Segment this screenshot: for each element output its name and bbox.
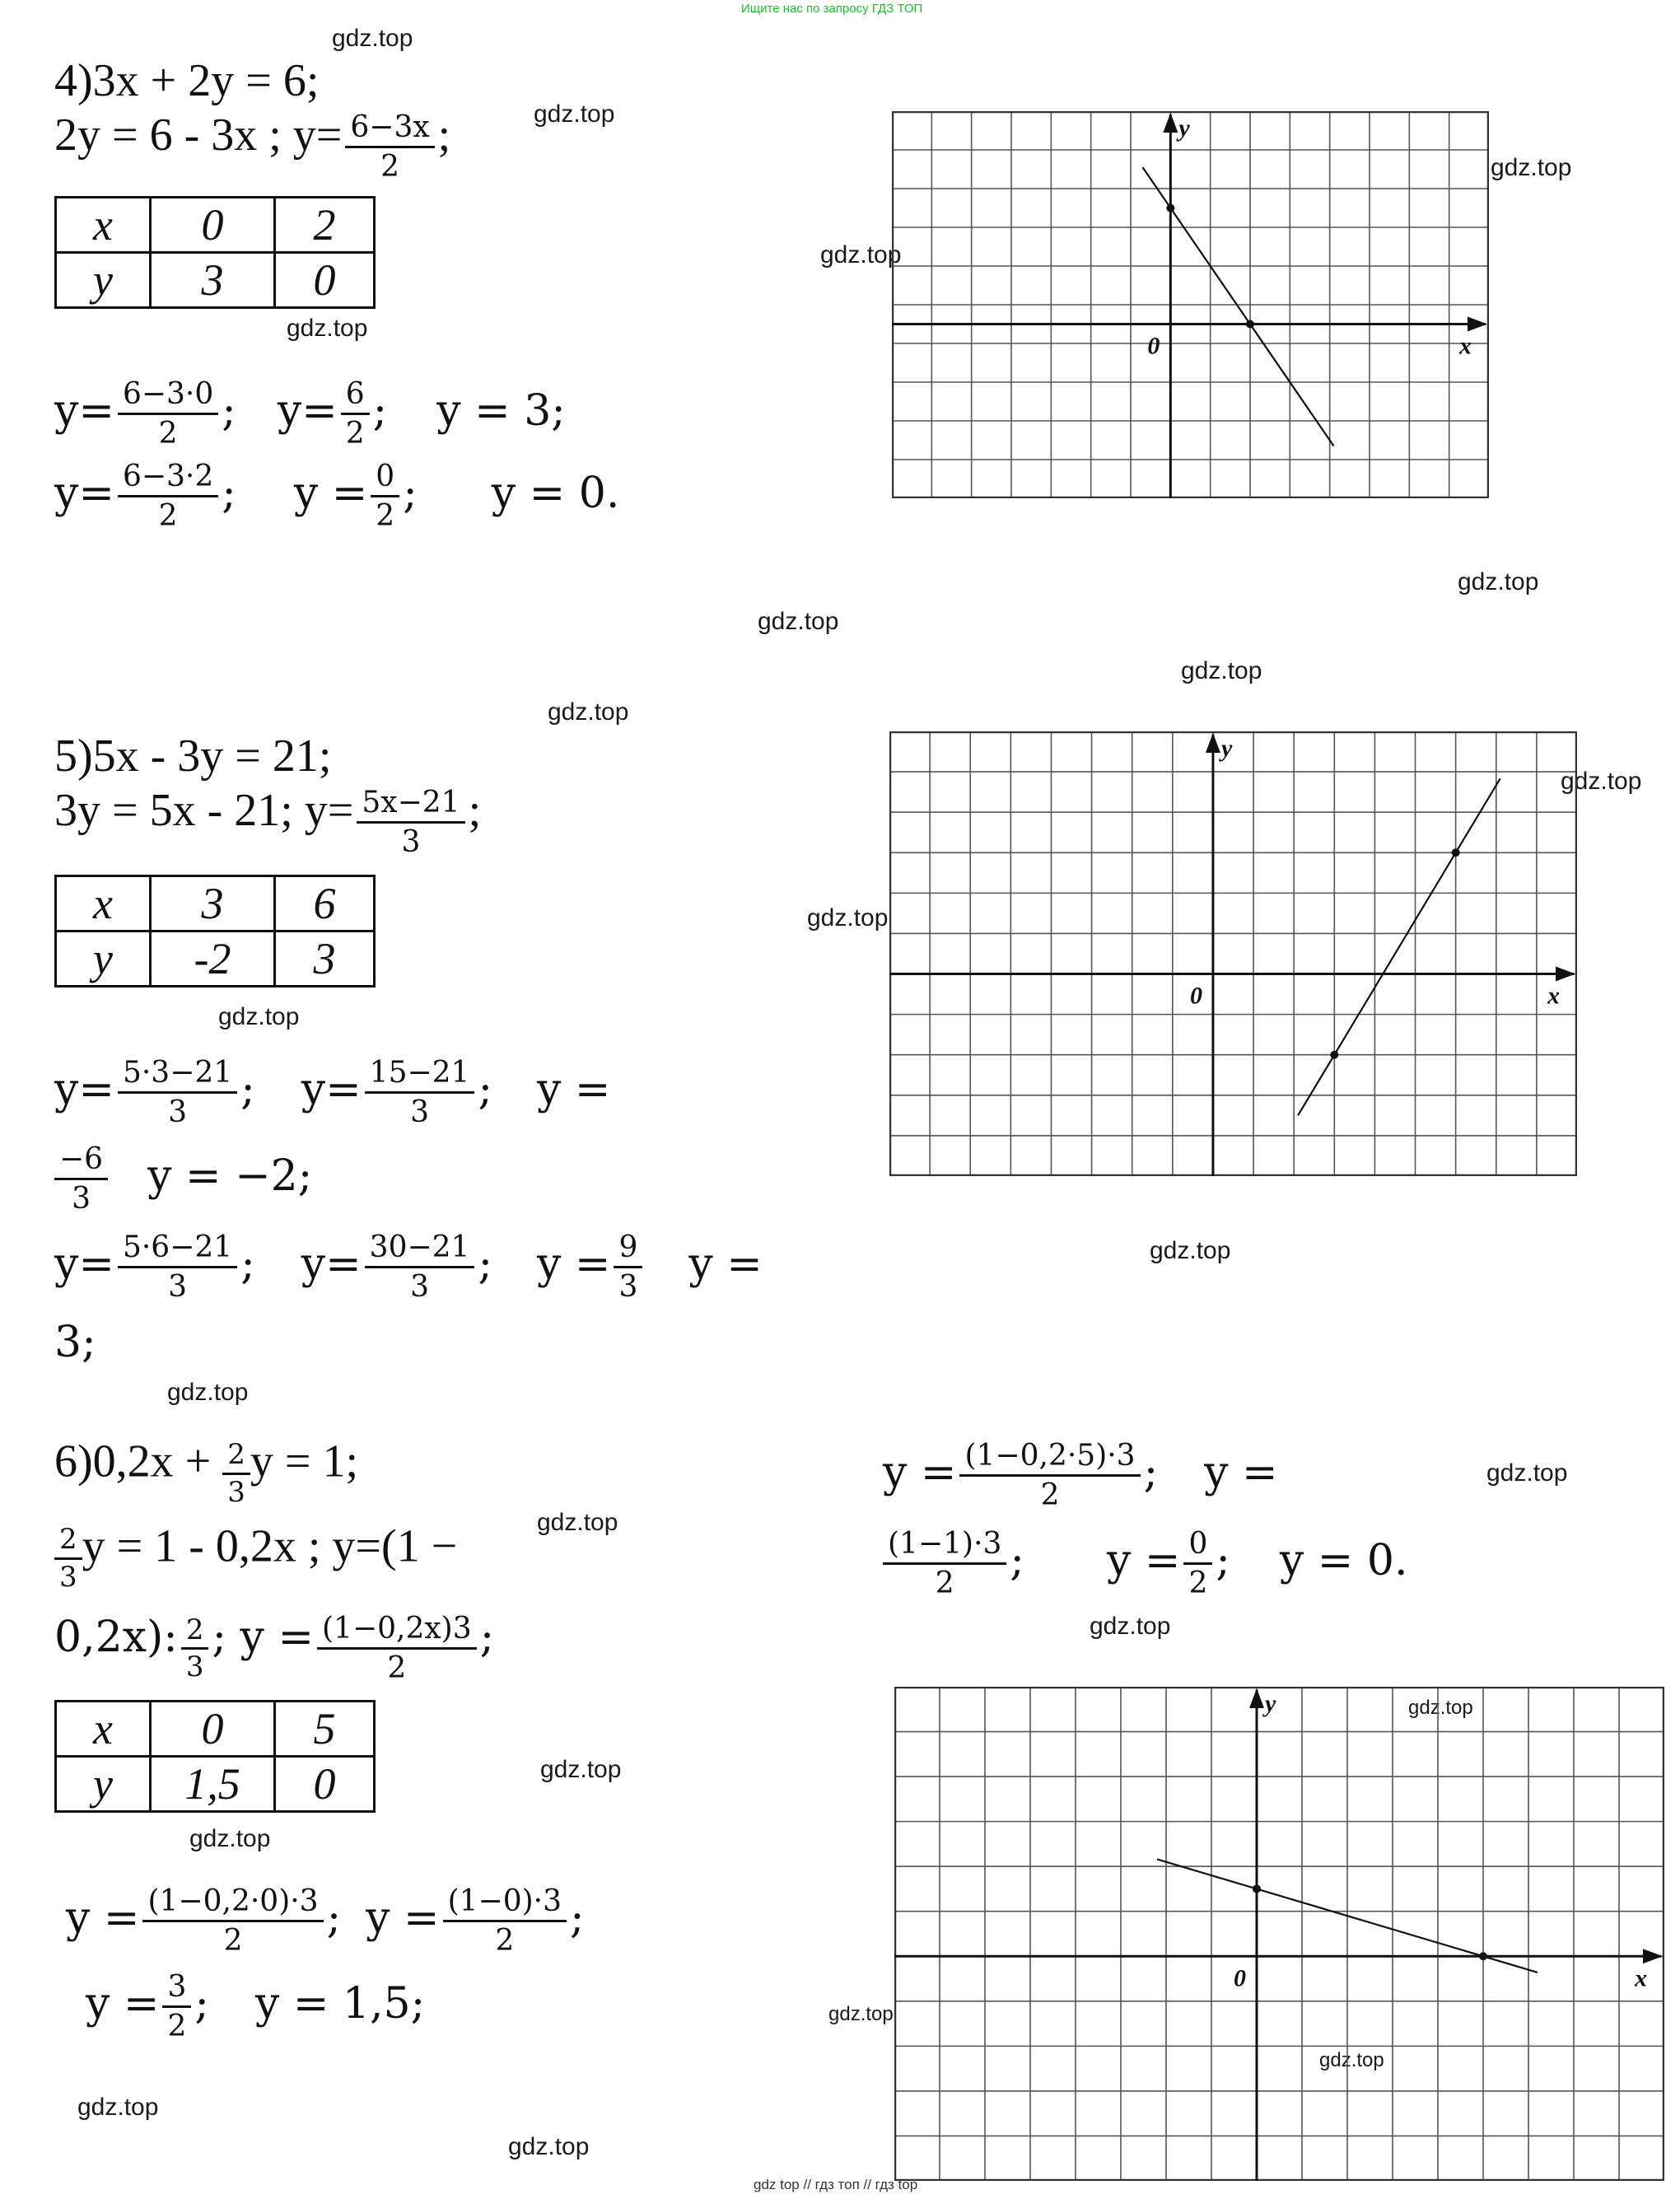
y-axis-arrow xyxy=(1249,1688,1264,1708)
grid-border xyxy=(895,1688,1664,2180)
watermark: gdz.top xyxy=(1561,768,1642,795)
watermark: gdz.top xyxy=(1090,1613,1171,1640)
watermark: gdz.top xyxy=(1319,2049,1384,2071)
watermark: gdz.top xyxy=(807,904,889,931)
y-axis-arrow xyxy=(1206,733,1220,753)
watermark: gdz.top xyxy=(332,25,413,52)
watermark: gdz.top xyxy=(758,608,839,635)
problem6-graph xyxy=(894,1687,1664,2181)
problem5-header: 5)5x - 3y = 21; xyxy=(54,731,332,782)
watermark: gdz.top xyxy=(1408,1697,1473,1719)
watermark: gdz.top xyxy=(1486,1459,1568,1487)
watermark: gdz.top xyxy=(77,2094,159,2121)
y-axis-label: y xyxy=(1265,1690,1276,1717)
origin-label: 0 xyxy=(1147,332,1160,360)
problem6-step2: 0,2x): $\frac{2}{3}$ ; y = $\frac{(1-0,2x)3}{2}$ ; xyxy=(54,1612,495,1685)
problem4-calc2: y= $\frac{6-3\cdot 2}{2}$ ; y = $\frac{0}{2}$ ; y = 0. xyxy=(54,460,620,533)
problem6-calc2b: $\frac{(1-1)\cdot 3}{2}$ ; y = $\frac{0}{2}$ ; y = 0. xyxy=(883,1525,1408,1602)
watermark: gdz.top xyxy=(820,241,902,268)
problem6-calc1b: y = $\frac{3}{2}$ ; y = 1,5; xyxy=(86,1970,426,2043)
watermark: gdz.top xyxy=(287,315,368,342)
problem4-header: 4)3x + 2y = 6; xyxy=(54,55,320,106)
graph-point xyxy=(1166,204,1174,212)
graph-point xyxy=(1246,320,1254,329)
problem5-calc1b: $\frac{-6}{3}$ y = −2; xyxy=(54,1141,312,1217)
problem6-calc1: y = $\frac{(1-0,2\cdot 0)\cdot 3}{2}$ ; y = $\frac{(1-0)\cdot 3}{2}$ ; xyxy=(66,1884,585,1958)
problem5-calc1: y= $\frac{5\cdot 3-21}{3}$ ; y= $\frac{15-21}{3}$ ; y = xyxy=(54,1056,611,1129)
problem6-header: 6)0,2x + $\frac{2}{3}$ y = 1; xyxy=(54,1436,359,1509)
watermark: gdz.top xyxy=(218,1003,300,1030)
watermark: gdz.top xyxy=(167,1379,249,1406)
x-axis-arrow xyxy=(1468,317,1487,332)
problem5-calc2: y= $\frac{5\cdot 6-21}{3}$ ; y= $\frac{30-21}{3}$ ; y = $\frac{9}{3}$ y = xyxy=(54,1230,763,1304)
top-banner: Ищите нас по запросу ГДЗ ТОП xyxy=(741,2,923,16)
watermark: gdz.top xyxy=(508,2133,590,2160)
watermark: gdz.top xyxy=(1458,568,1539,595)
graph-point xyxy=(1479,1952,1487,1960)
y-axis-label: y xyxy=(1178,114,1190,142)
origin-label: 0 xyxy=(1234,1964,1246,1992)
watermark: gdz.top xyxy=(537,1509,618,1536)
graph-point xyxy=(1330,1051,1338,1059)
graph-point xyxy=(1452,848,1460,857)
fraction: $\frac{6-3x}{2}$ xyxy=(345,109,434,185)
problem5-calc2b: 3; xyxy=(54,1318,96,1367)
y-axis-label: y xyxy=(1220,735,1233,762)
x-axis-label: x xyxy=(1459,332,1472,360)
graph-point xyxy=(1253,1884,1261,1893)
problem6-value-table: x 0 5 y 1,5 0 xyxy=(54,1700,376,1813)
origin-label: 0 xyxy=(1189,982,1202,1010)
problem5-step: 3y = 5x - 21; y= $\frac{5x-21}{3}$ ; xyxy=(54,785,482,859)
grid-border xyxy=(890,732,1576,1175)
watermark: gdz.top xyxy=(189,1825,271,1852)
problem6-calc2: y = $\frac{(1-0,2\cdot 5)\cdot 3}{2}$ ; y = xyxy=(883,1439,1278,1512)
watermark: gdz.top xyxy=(534,100,615,128)
x-axis-arrow xyxy=(1556,967,1575,982)
bottom-banner: gdz top // гдз топ // гдз top xyxy=(754,2177,918,2192)
problem5-value-table: x 3 6 y -2 3 xyxy=(54,875,376,987)
problem5-graph xyxy=(889,731,1577,1176)
watermark: gdz.top xyxy=(1491,154,1572,181)
problem4-calc1: y= $\frac{6-3\cdot 0}{2}$ ; y= $\frac{6}{2}$ ; y = 3; xyxy=(54,377,566,451)
watermark: gdz.top xyxy=(540,1756,622,1783)
x-axis-label: x xyxy=(1547,982,1560,1010)
y-axis-arrow xyxy=(1163,113,1178,133)
problem4-value-table: x 0 2 y 3 0 xyxy=(54,196,376,309)
x-axis-label: x xyxy=(1635,1964,1647,1992)
watermark: gdz.top xyxy=(548,698,629,726)
watermark: gdz.top xyxy=(1150,1237,1231,1264)
x-axis-arrow xyxy=(1643,1949,1663,1963)
watermark: gdz.top xyxy=(828,2003,894,2025)
problem4-step: 2y = 6 - 3x ; y= $\frac{6-3x}{2}$ ; xyxy=(54,110,451,184)
problem6-step1: $\frac{2}{3}$ y = 1 - 0,2x ; y=(1 − xyxy=(54,1522,457,1594)
watermark: gdz.top xyxy=(1181,657,1262,684)
graph-line xyxy=(1298,778,1500,1115)
problem4-graph xyxy=(892,111,1489,498)
